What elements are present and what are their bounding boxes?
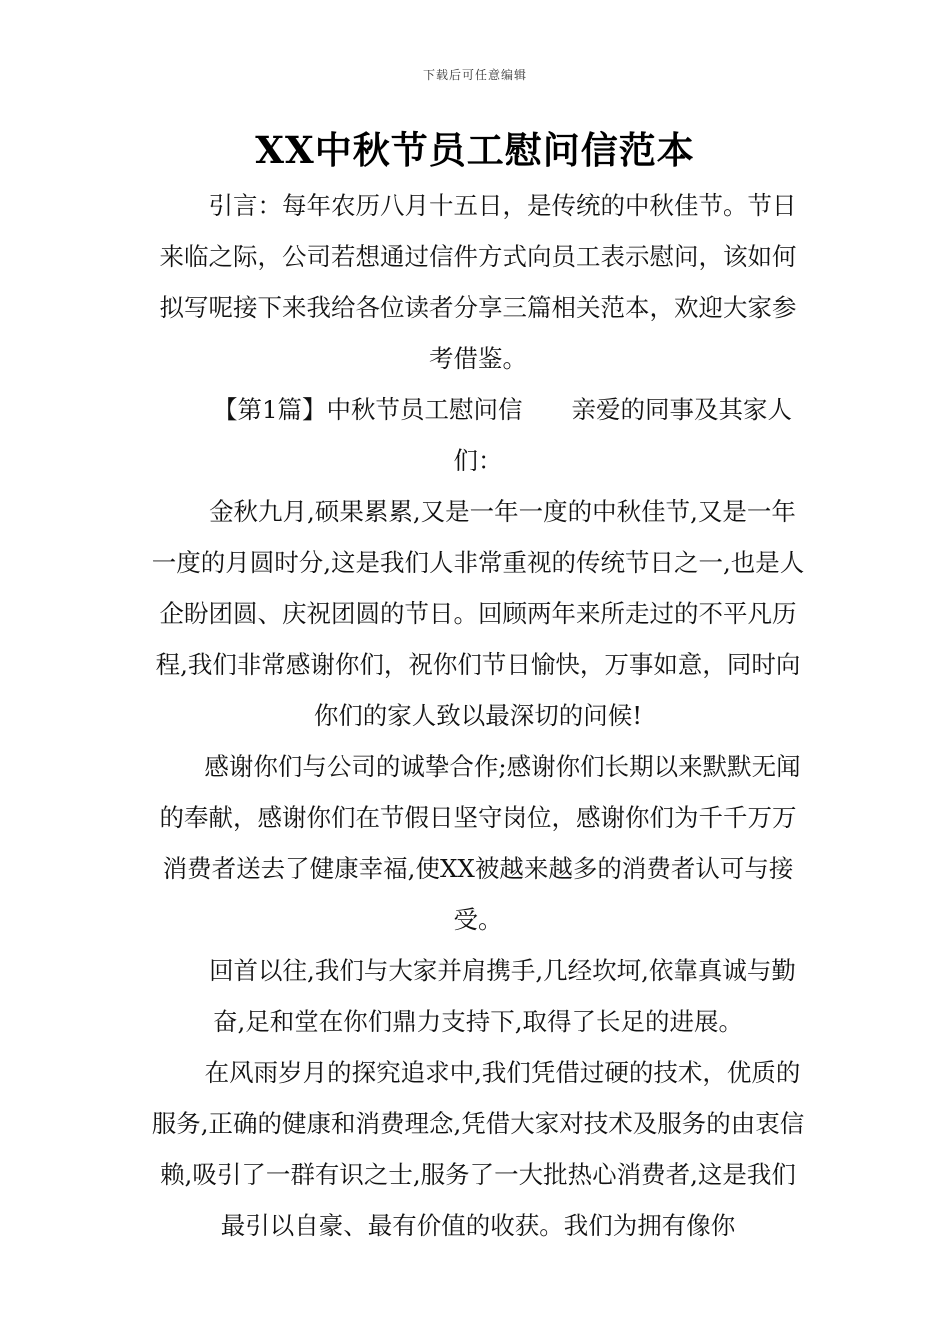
header-note: 下载后可任意编辑 <box>422 68 527 82</box>
body-paragraph: 回首以往,我们与大家并肩携手,几经坎坷,依靠真诚与勤奋,足和堂在你们鼎力支持下,取得了长足的进展。 <box>209 956 796 1036</box>
document-title: XX中秋节员工慰问信范本 <box>255 128 695 172</box>
section-heading-paragraph: 【第1篇】中秋节员工慰问信 亲爱的同事及其家人们： <box>212 395 793 475</box>
body-paragraph: 感谢你们与公司的诚挚合作;感谢你们长期以来默默无闻的奉献，感谢你们在节假日坚守岗位，感谢你们为千千万万消费者送去了健康幸福,使XX被越来越多的消费者认可与接受。 <box>159 752 801 934</box>
body-paragraph: 在风雨岁月的探究追求中,我们凭借过硬的技术，优质的服务,正确的健康和消费理念,凭借大家对技术及服务的由衷信赖,吸引了一群有识之士,服务了一大批热心消费者,这是我们最引以自豪、最有价值的收获。我们为拥有像你 <box>151 1058 805 1240</box>
intro-paragraph: 引言：每年农历八月十五日，是传统的中秋佳节。节日来临之际，公司若想通过信件方式向员工表示慰问，该如何拟写呢接下来我给各位读者分享三篇相关范本，欢迎大家参考借鉴。 <box>159 191 797 373</box>
document-body <box>148 180 808 1251</box>
body-paragraph: 金秋九月,硕果累累,又是一年一度的中秋佳节,又是一年一度的月圆时分,这是我们人非常重视的传统节日之一,也是人企盼团圆、庆祝团圆的节日。回顾两年来所走过的不平凡历程,我们非常感谢你们，祝你们节日愉快，万事如意，同时向你们的家人致以最深切的问候! <box>151 497 805 730</box>
